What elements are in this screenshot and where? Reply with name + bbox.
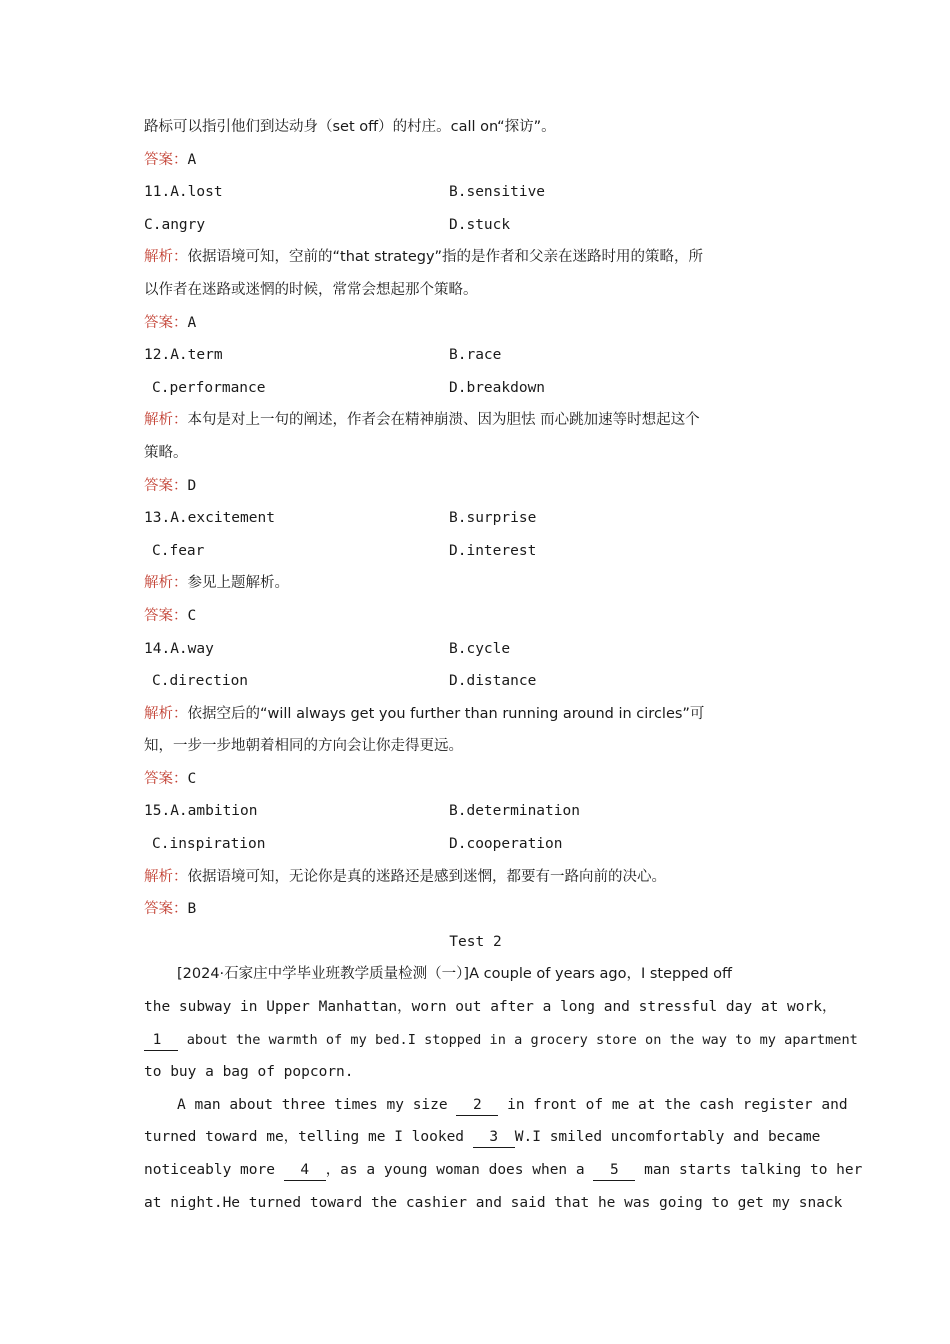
q15-row-2 <box>144 828 807 861</box>
passage-p2-line-4: at night.He turned toward the cashier and said that he was going to get my snack <box>144 1194 843 1211</box>
answer-11 <box>144 307 807 340</box>
q13-option-c: C.fear <box>152 542 205 559</box>
passage-p1-line-1 <box>144 958 807 991</box>
top-note: 路标可以指引他们到达动身（set off）的村庄。call on“探访”。 <box>144 119 556 135</box>
q12-option-a: 12.A.term <box>144 347 223 364</box>
answer-label: 答案： <box>144 607 188 624</box>
q11-option-c: C.angry <box>144 216 206 233</box>
q11-explanation-2: 以作者在迷路或迷惘的时候，常常会想起那个策略。 <box>144 281 478 298</box>
blank-1[interactable]: 1 <box>144 1030 178 1051</box>
q12-explanation-2: 策略。 <box>144 444 188 461</box>
answer-value: A <box>187 314 197 331</box>
answer-14 <box>144 763 807 796</box>
blank-3[interactable]: 3 <box>473 1127 515 1148</box>
answer-label: 答案： <box>144 314 188 331</box>
q15-option-a: 15.A.ambition <box>144 803 258 820</box>
q13-option-b: B.surprise <box>449 510 537 527</box>
passage-p1-line-4: to buy a bag of popcorn. <box>144 1064 354 1081</box>
q12-row-1 <box>144 339 807 372</box>
explanation-label: 解析： <box>144 705 188 722</box>
passage-p2-line-2 <box>144 1121 821 1154</box>
passage-text: W.I smiled uncomfortably and became <box>514 1129 821 1146</box>
q11-option-d: D.stuck <box>449 216 511 233</box>
answer-label: 答案： <box>144 901 188 918</box>
q14-option-a: 14.A.way <box>144 640 214 657</box>
answer-label: 答案： <box>144 477 188 494</box>
answer-10 <box>144 144 807 177</box>
q12-option-c: C.performance <box>152 379 266 396</box>
passage-p2-line-1 <box>144 1089 848 1122</box>
passage-p1-line-3 <box>144 1024 858 1057</box>
answer-value: A <box>187 151 197 168</box>
q14-option-d: D.distance <box>449 673 537 690</box>
q14-option-c: C.direction <box>152 673 249 690</box>
explanation-text: 依据空后的“will always get you further than running around in circles”可 <box>187 705 705 722</box>
passage-text: noticeably more <box>144 1162 275 1178</box>
passage-p1-line-2: the subway in Upper Manhattan，worn out after a long and stressful day at work， <box>144 999 837 1016</box>
passage-text: in front of me at the cash register and <box>507 1096 848 1113</box>
q15-option-c: C.inspiration <box>152 836 266 853</box>
q13-row-2 <box>144 535 807 568</box>
answer-value: C <box>187 770 197 787</box>
answer-15 <box>144 893 807 926</box>
q15-row-1 <box>144 795 807 828</box>
answer-value: C <box>187 607 197 624</box>
blank-5[interactable]: 5 <box>593 1160 635 1181</box>
passage-text: A man about three times my size <box>177 1096 448 1113</box>
explanation-text: 参见上题解析。 <box>187 575 289 592</box>
q12-option-d: D.breakdown <box>449 379 546 396</box>
q15-explanation-1 <box>144 861 807 894</box>
passage-text: about the warmth of my bed.I stopped in a grocery store on the way to my apartment <box>186 1031 858 1048</box>
q14-row-2 <box>144 665 807 698</box>
answer-label: 答案： <box>144 151 188 168</box>
passage-text: turned toward me，telling me I looked <box>144 1129 465 1146</box>
q11-row-2 <box>144 209 807 242</box>
answer-12 <box>144 470 807 503</box>
q13-explanation-1 <box>144 567 807 600</box>
answer-value: B <box>187 901 197 918</box>
passage-text: ，as a young woman does when a <box>325 1162 585 1178</box>
answer-label: 答案： <box>144 770 188 787</box>
blank-2[interactable]: 2 <box>456 1095 498 1116</box>
q14-explanation-2: 知，一步一步地朝着相同的方向会让你走得更远。 <box>144 738 463 755</box>
q12-explanation-1 <box>144 404 807 437</box>
q13-row-1 <box>144 502 807 535</box>
test-title: Test 2 <box>449 933 502 950</box>
explanation-label: 解析： <box>144 575 188 592</box>
q11-option-b: B.sensitive <box>449 184 546 201</box>
q13-option-d: D.interest <box>449 542 537 559</box>
passage-text: man starts talking to her <box>644 1162 863 1178</box>
explanation-label: 解析： <box>144 868 188 885</box>
q12-option-b: B.race <box>449 347 502 364</box>
q11-explanation-1 <box>144 241 807 274</box>
q14-explanation-1 <box>144 698 807 731</box>
q11-row-1 <box>144 176 807 209</box>
passage-p2-line-3 <box>144 1154 863 1187</box>
q14-row-1 <box>144 633 807 666</box>
answer-value: D <box>187 477 197 494</box>
document-page <box>144 111 863 1219</box>
q13-option-a: 13.A.excitement <box>144 510 275 527</box>
explanation-text: 本句是对上一句的阐述，作者会在精神崩溃、因为胆怯 而心跳加速等时想起这个 <box>187 412 700 429</box>
answer-13 <box>144 600 807 633</box>
q14-option-b: B.cycle <box>449 640 511 657</box>
q15-option-b: B.determination <box>449 803 580 820</box>
explanation-label: 解析： <box>144 412 188 429</box>
blank-4[interactable]: 4 <box>284 1160 326 1181</box>
q11-option-a: 11.A.lost <box>144 184 223 201</box>
passage-text: [2024·石家庄中学毕业班教学质量检测（一）]A couple of years ago，I stepped off <box>177 966 733 983</box>
explanation-text: 依据语境可知，空前的“that strategy”指的是作者和父亲在迷路时用的策略，所 <box>187 249 704 266</box>
q15-option-d: D.cooperation <box>449 836 563 853</box>
q12-row-2 <box>144 372 807 405</box>
explanation-label: 解析： <box>144 249 188 266</box>
explanation-text: 依据语境可知，无论你是真的迷路还是感到迷惘，都要有一路向前的决心。 <box>187 868 666 885</box>
